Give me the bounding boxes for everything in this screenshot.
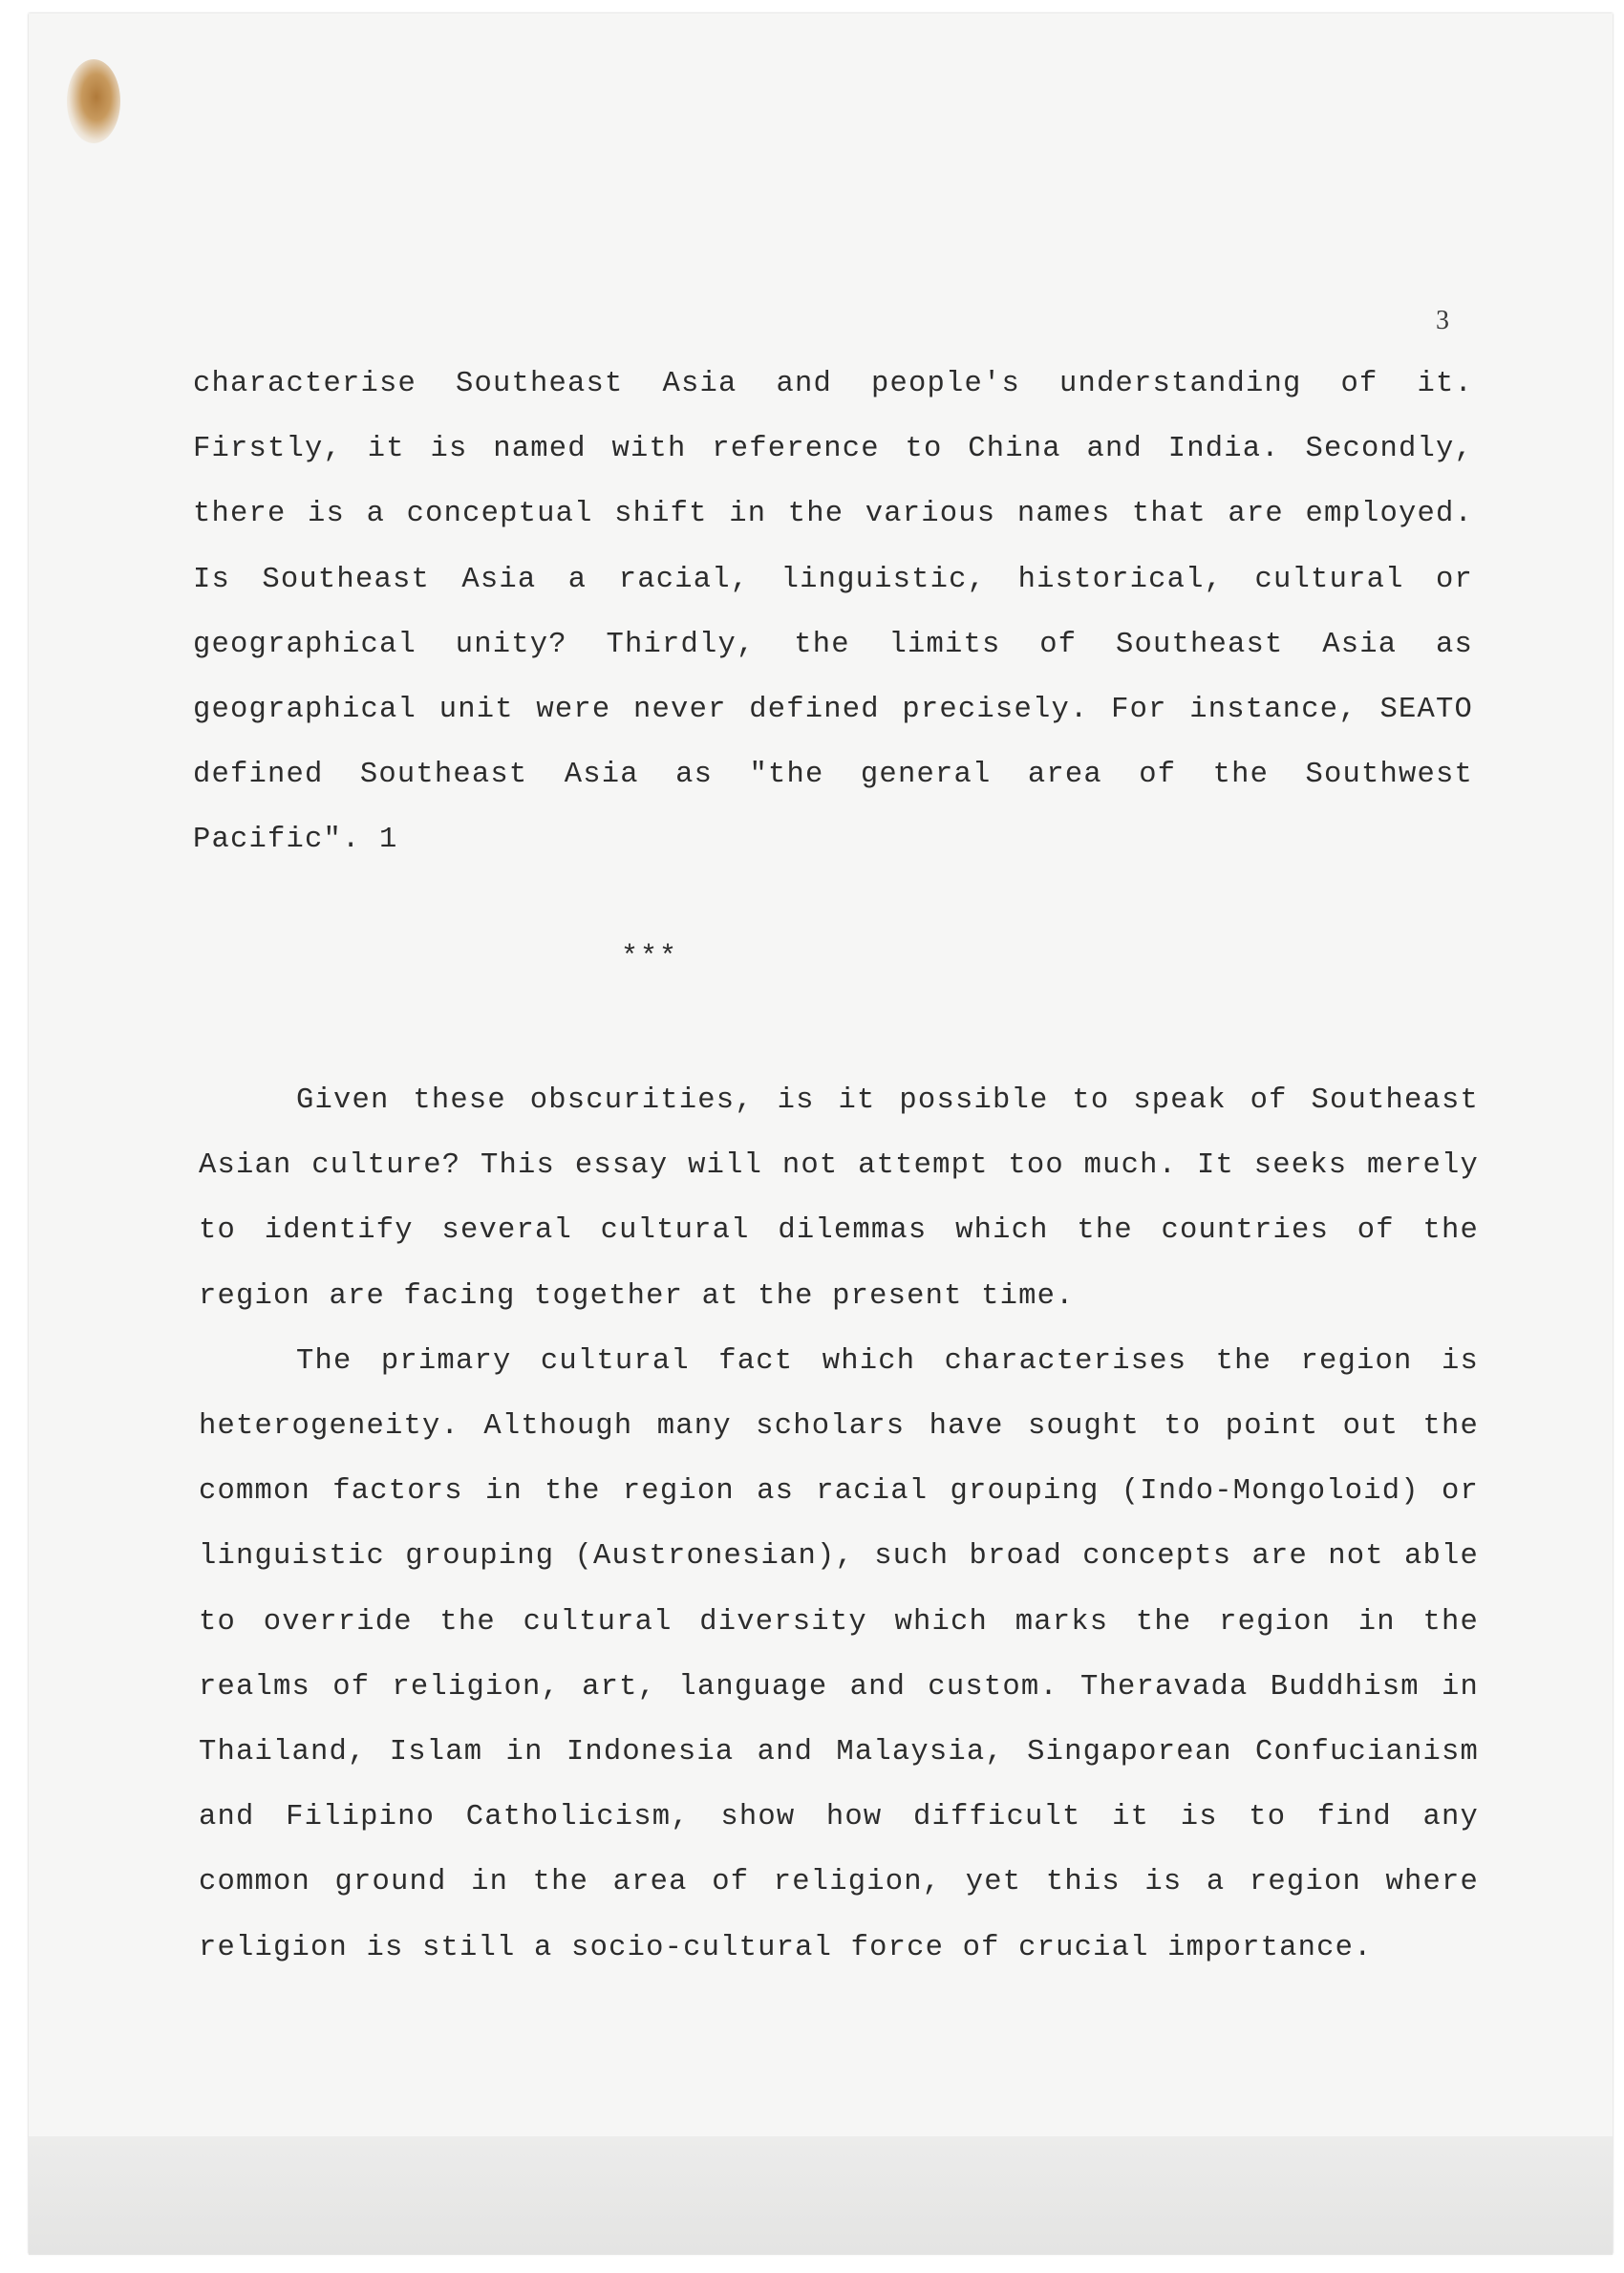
paragraph-obscurities: Given these obscurities, is it possible to speak of Southeast Asian culture? This essay will not attempt too much. It seeks merely to identify several cultural dilemmas which the countries of the region are facing together at the present time. [199,1084,1479,1313]
paragraph-heterogeneity: The primary cultural fact which characterises the region is heterogeneity. Although many scholars have sought to point out the common factors in the region as racial grouping (Indo-Mongoloid) or linguistic grouping (Austronesian), such broad concepts are not able to override the cultural diversity which marks the region in the realms of religion, art, language and custom. Theravada Buddhism in Thailand, Islam in Indonesia and Malaysia, Singaporean Confucianism and Filipino Catholicism, show how difficult it is to find any common ground in the area of religion, yet this is a region where religion is still a socio-cultural force of crucial importance. [199,1344,1479,1964]
paper-stain [67,59,120,143]
text-block-main [199,1068,1479,1981]
section-separator: *** [620,941,678,974]
page-number: 3 [1436,306,1449,335]
paragraph-intro-continued: characterise Southeast Asia and people's understanding of it. Firstly, it is named with reference to China and India. Secondly, there is a conceptual shift in the various names that are employed. Is Southeast Asia a racial, linguistic, historical, cultural or geographical unity? Thirdly, the limits of Southeast Asia as geographical unit were never defined precisely. For instance, SEATO defined Southeast Asia as "the general area of the Southwest Pacific". 1 [193,368,1473,857]
text-block-top [193,352,1473,873]
scan-shadow-band [29,2136,1613,2255]
